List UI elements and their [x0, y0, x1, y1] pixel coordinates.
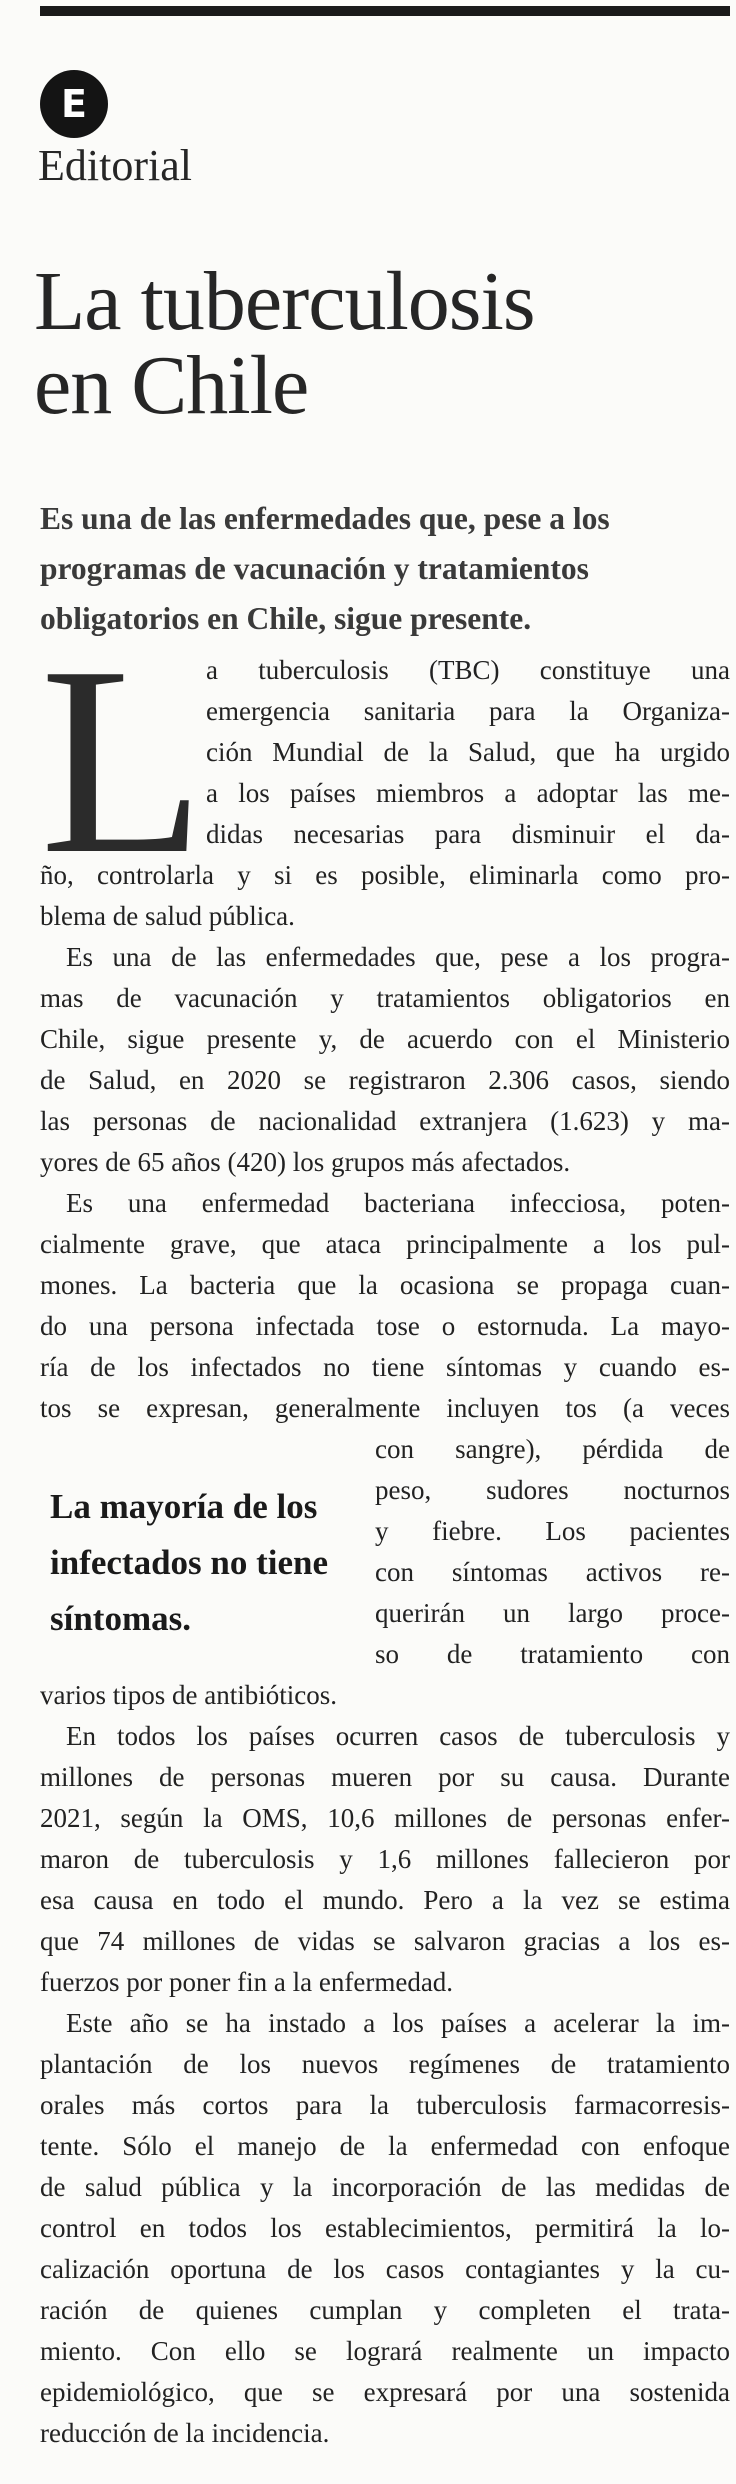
text-line: En todos los países ocurren casos de tuberculosis y — [66, 1721, 730, 1751]
text-line: que 74 millones de vidas se salvaron gracias a los es- — [40, 1926, 730, 1956]
pullquote-column — [40, 1429, 375, 1675]
text-line: a tuberculosis (TBC) constituye una — [206, 655, 730, 685]
text-line: peso, sudores nocturnos — [375, 1475, 730, 1505]
text-line: plantación de los nuevos regímenes de tratamiento — [40, 2049, 730, 2079]
text-line: varios tipos de antibióticos. — [40, 1680, 337, 1710]
text-line: mas de vacunación y tratamientos obligatorios en — [40, 983, 730, 1013]
text-line: de salud pública y la incorporación de las medidas de — [40, 2172, 730, 2202]
text-line: miento. Con ello se logrará realmente un impacto — [40, 2336, 730, 2366]
article-body — [40, 611, 730, 2454]
text-line: blema de salud pública. — [40, 901, 295, 931]
headline — [34, 255, 714, 432]
pullquote-line: infectados no tiene — [50, 1543, 329, 1582]
text-line: Es una enfermedad bacteriana infecciosa, poten- — [66, 1188, 730, 1218]
text-line: tente. Sólo el manejo de la enfermedad con enfoque — [40, 2131, 730, 2161]
text-line: orales más cortos para la tuberculosis farmacorresis- — [40, 2090, 730, 2120]
text-line: didas necesarias para disminuir el da- — [206, 819, 730, 849]
pullquote-section — [40, 1429, 730, 1675]
standfirst-line: obligatorios en Chile, sigue presente. — [40, 601, 532, 636]
headline-line: en Chile — [34, 339, 309, 432]
top-rule — [40, 6, 730, 16]
text-line: Es una de las enfermedades que, pese a los progra- — [66, 942, 730, 972]
standfirst-line: programas de vacunación y tratamientos — [40, 551, 589, 586]
text-line: esa causa en todo el mundo. Pero a la vez se estima — [40, 1885, 730, 1915]
text-line: mones. La bacteria que la ocasiona se propaga cuan- — [40, 1270, 730, 1300]
text-line: ño, controlarla y si es posible, eliminarla como pro- — [40, 860, 730, 890]
text-line: ción Mundial de la Salud, que ha urgido — [206, 737, 730, 767]
pullquote-line: síntomas. — [50, 1599, 191, 1638]
section-badge: E — [40, 70, 108, 138]
text-line: Este año se ha instado a los países a acelerar la im- — [66, 2008, 730, 2038]
text-line: y fiebre. Los pacientes — [375, 1516, 730, 1546]
text-line: con sangre), pérdida de — [375, 1434, 730, 1464]
headline-line: La tuberculosis — [34, 255, 535, 348]
text-line: do una persona infectada tose o estornuda. La mayo- — [40, 1311, 730, 1341]
paragraph-4 — [40, 1716, 730, 2003]
text-line: 2021, según la OMS, 10,6 millones de personas enfer- — [40, 1803, 730, 1833]
text-line: ría de los infectados no tiene síntomas y cuando es- — [40, 1352, 730, 1382]
standfirst-line: Es una de las enfermedades que, pese a los — [40, 501, 610, 536]
text-line: so de tratamiento con — [375, 1639, 730, 1669]
pullquote-line: La mayoría de los — [50, 1487, 318, 1526]
text-line: de Salud, en 2020 se registraron 2.306 casos, siendo — [40, 1065, 730, 1095]
text-line: con síntomas activos re- — [375, 1557, 730, 1587]
text-line: maron de tuberculosis y 1,6 millones fallecieron por — [40, 1844, 730, 1874]
paragraph-3 — [40, 1183, 730, 1716]
text-line: querirán un largo proce- — [375, 1598, 730, 1628]
drop-cap: L — [40, 611, 205, 910]
pullquote — [50, 1479, 370, 1647]
text-line: tos se expresan, generalmente incluyen tos (a veces — [40, 1393, 730, 1423]
text-line: ración de quienes cumplan y completen el trata- — [40, 2295, 730, 2325]
text-line: control en todos los establecimientos, permitirá la lo- — [40, 2213, 730, 2243]
text-line: yores de 65 años (420) los grupos más afectados. — [40, 1147, 571, 1177]
wrapped-text-column — [375, 1429, 730, 1675]
text-line: emergencia sanitaria para la Organiza- — [206, 696, 730, 726]
text-line: cialmente grave, que ataca principalmente a los pul- — [40, 1229, 730, 1259]
text-line: las personas de nacionalidad extranjera (1.623) y ma- — [40, 1106, 730, 1136]
text-line: reducción de la incidencia. — [40, 2418, 330, 2448]
text-line: epidemiológico, que se expresará por una sostenida — [40, 2377, 730, 2407]
text-line: calización oportuna de los casos contagiantes y la cu- — [40, 2254, 730, 2284]
text-line: millones de personas mueren por su causa. Durante — [40, 1762, 730, 1792]
text-line: Chile, sigue presente y, de acuerdo con el Ministerio — [40, 1024, 730, 1054]
section-label: Editorial — [38, 141, 192, 190]
paragraph-2 — [40, 937, 730, 1183]
text-line: a los países miembros a adoptar las me- — [206, 778, 730, 808]
paragraph-5 — [40, 2003, 730, 2454]
text-line: fuerzos por poner fin a la enfermedad. — [40, 1967, 454, 1997]
